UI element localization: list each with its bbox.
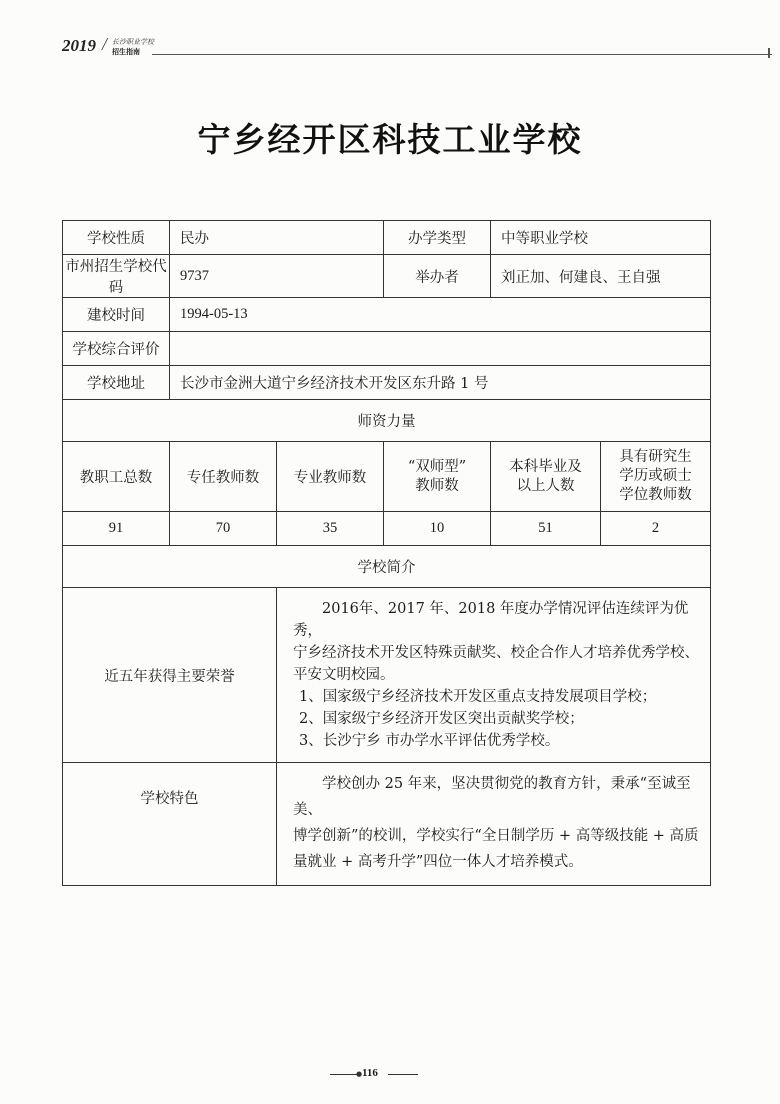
faculty-header-graduate-line1: 具有研究生 <box>619 449 692 465</box>
row-founded <box>63 298 711 332</box>
faculty-header-specialty: 专业教师数 <box>277 442 384 512</box>
faculty-value-bachelor: 51 <box>491 512 601 546</box>
header-guide-name: 招生指南 <box>112 48 140 56</box>
row-intro-heading <box>63 546 711 588</box>
header-year: 2019 <box>62 36 96 55</box>
rating-value <box>170 332 711 366</box>
faculty-header-graduate-line2: 学历或硕士 <box>619 468 692 484</box>
type-value: 中等职业学校 <box>491 221 711 255</box>
founder-value: 刘正加、何建良、王自强 <box>491 255 711 298</box>
row-faculty-values <box>63 512 711 546</box>
faculty-value-total: 91 <box>63 512 170 546</box>
page-number: 116 <box>362 1067 378 1079</box>
faculty-header-bachelor-line2: 以上人数 <box>516 477 575 494</box>
header-rule <box>152 54 772 55</box>
honors-label: 近五年获得主要荣誉 <box>63 588 277 763</box>
features-label: 学校特色 <box>63 763 277 886</box>
faculty-value-fulltime: 70 <box>170 512 277 546</box>
header-series-name: 长沙职业学校 <box>112 38 154 46</box>
faculty-header-graduate-line3: 学位教师数 <box>619 487 692 503</box>
faculty-header-bachelor <box>491 442 601 512</box>
faculty-header-graduate <box>601 442 711 512</box>
founded-label: 建校时间 <box>63 298 170 332</box>
faculty-heading: 师资力量 <box>63 400 711 442</box>
features-text <box>277 763 711 886</box>
faculty-header-fulltime: 专任教师数 <box>170 442 277 512</box>
honors-line: 平安文明校园。 <box>293 667 395 683</box>
row-features <box>63 763 711 886</box>
school-info-table <box>62 220 711 886</box>
row-nature <box>63 221 711 255</box>
address-label: 学校地址 <box>63 366 170 400</box>
honors-text <box>277 588 711 763</box>
faculty-value-dual: 10 <box>384 512 491 546</box>
header-rule-end <box>768 48 770 58</box>
header-slash-mark: / <box>102 34 108 54</box>
honors-line: 宁乡经济技术开发区特殊贡献奖、校企合作人才培养优秀学校、 <box>293 645 699 661</box>
intro-heading: 学校简介 <box>63 546 711 588</box>
page-title: 宁乡经开区科技工业学校 <box>197 120 583 159</box>
type-label: 办学类型 <box>384 221 491 255</box>
nature-value: 民办 <box>170 221 384 255</box>
faculty-header-dual-line1: “双师型” <box>407 458 467 475</box>
honors-line: 2、国家级宁乡经济开发区突出贡献奖学校； <box>299 711 584 727</box>
nature-label: 学校性质 <box>63 221 170 255</box>
footer-dot: ● <box>356 1070 363 1078</box>
code-value: 9737 <box>170 255 384 298</box>
rating-label: 学校综合评价 <box>63 332 170 366</box>
features-line: 学校创办 25 年来，坚决贯彻党的教育方针，秉承“至诚至美、 <box>293 776 691 818</box>
row-code <box>63 255 711 298</box>
faculty-header-total: 教职工总数 <box>63 442 170 512</box>
page-header <box>60 34 715 60</box>
row-address <box>63 366 711 400</box>
faculty-value-graduate: 2 <box>601 512 711 546</box>
faculty-value-specialty: 35 <box>277 512 384 546</box>
faculty-header-dual <box>384 442 491 512</box>
row-faculty-heading <box>63 400 711 442</box>
footer-rule-right <box>388 1074 418 1075</box>
honors-line: 1、国家级宁乡经济技术开发区重点支持发展项目学校； <box>299 689 657 705</box>
honors-line: 2016年、2017 年、2018 年度办学情况评估连续评为优秀， <box>293 601 689 639</box>
row-faculty-headers <box>63 442 711 512</box>
honors-line: 3、长沙宁乡 市办学水平评估优秀学校。 <box>299 733 560 749</box>
features-line: 量就业 + 高考升学”四位一体人才培养模式。 <box>293 854 583 870</box>
founded-value: 1994-05-13 <box>170 298 711 332</box>
row-rating <box>63 332 711 366</box>
features-line: 博学创新”的校训，学校实行“全日制学历 + 高等级技能 + 高质 <box>293 828 699 844</box>
code-label: 市州招生学校代码 <box>63 255 170 298</box>
row-honors <box>63 588 711 763</box>
founder-label: 举办者 <box>384 255 491 298</box>
address-value: 长沙市金洲大道宁乡经济技术开发区东升路 1 号 <box>170 366 711 400</box>
page-footer <box>0 1066 780 1082</box>
faculty-header-dual-line2: 教师数 <box>415 477 459 494</box>
faculty-header-bachelor-line1: 本科毕业及 <box>509 458 582 475</box>
